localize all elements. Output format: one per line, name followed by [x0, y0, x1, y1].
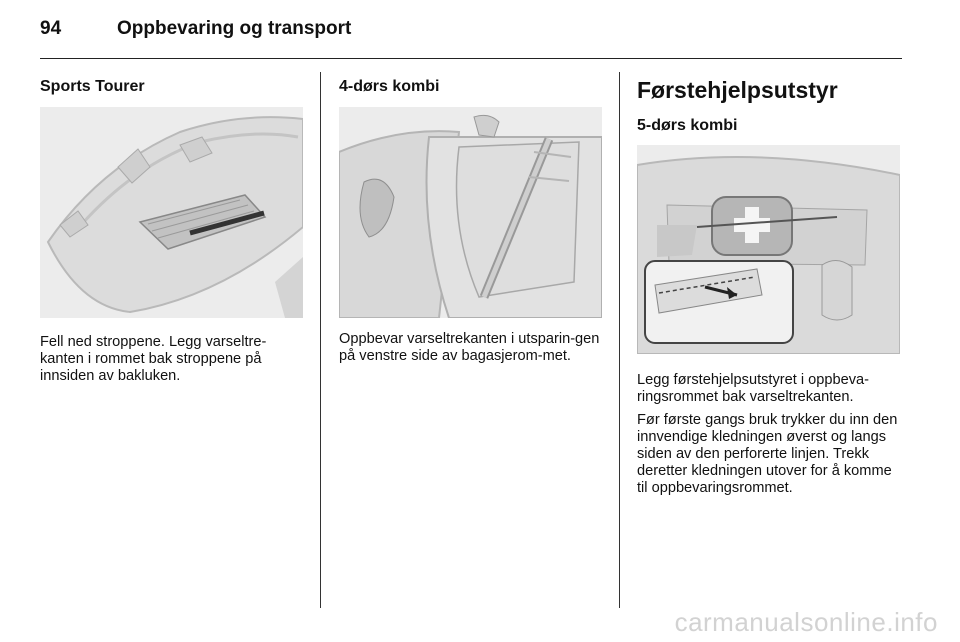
section-title-first-aid: Førstehjelpsutstyr: [637, 77, 838, 103]
page-number: 94: [40, 18, 62, 39]
watermark: carmanualsonline.info: [674, 607, 938, 637]
figure-first-aid-compartment: [637, 145, 900, 354]
section-heading-5-door: 5-dørs kombi: [637, 117, 738, 134]
section-heading-4-door: 4-dørs kombi: [339, 78, 440, 95]
chapter-title: Oppbevaring og transport: [117, 18, 352, 39]
figure-trunk: [339, 107, 602, 318]
figure-tailgate: [40, 107, 303, 318]
paragraph: Før første gangs bruk trykker du inn den innvendige kledningen øverst og langs siden av den perforerte linjen. Trekk deretter kledningen utover for å komme til oppbevaringsrommet.: [637, 412, 898, 496]
column-divider: [619, 72, 620, 608]
column-divider: [320, 72, 321, 608]
body-text-col1: Fell ned stroppene. Legg varseltre-kanten i rommet bak stroppene på innsiden av bakluken.: [40, 334, 267, 384]
header-rule: [40, 58, 902, 59]
section-heading-sports-tourer: Sports Tourer: [40, 78, 145, 95]
paragraph: Legg førstehjelpsutstyret i oppbeva-ringsrommet bak varseltrekanten.: [637, 372, 870, 405]
body-text-col3: [637, 372, 902, 503]
body-text-col2: Oppbevar varseltrekanten i utsparin-gen på venstre side av bagasjerom-met.: [339, 331, 600, 364]
